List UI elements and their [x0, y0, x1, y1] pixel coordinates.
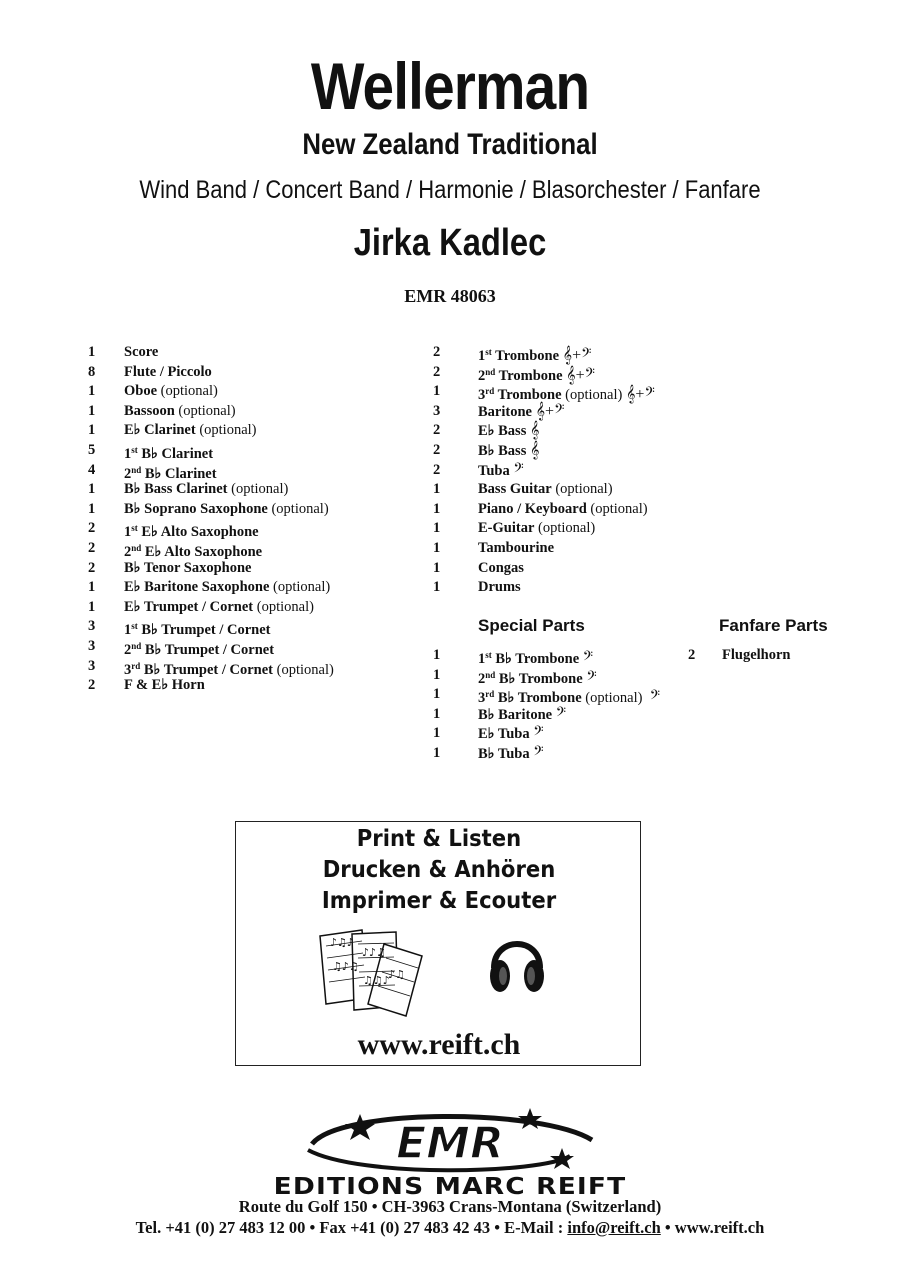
- part-quantity: 8: [88, 363, 96, 380]
- part-name: 1st E♭ Alto Saxophone: [124, 523, 259, 541]
- part-row: [433, 559, 655, 579]
- part-row: [433, 705, 660, 725]
- fanfare-parts-list: [688, 646, 790, 666]
- part-quantity: 1: [433, 666, 441, 683]
- part-row: [88, 637, 334, 657]
- part-quantity: 3: [88, 657, 96, 674]
- part-row: [433, 402, 655, 422]
- piece-title: Wellerman: [310, 49, 590, 123]
- publisher-contact: [0, 1218, 900, 1238]
- part-row: [433, 666, 660, 686]
- promo-line-german: Drucken & Anhören: [322, 857, 556, 883]
- part-row: [88, 500, 334, 520]
- part-row: [88, 343, 334, 363]
- part-quantity: 3: [88, 637, 96, 654]
- part-row: [88, 519, 334, 539]
- sheet-music-icon: [318, 928, 428, 1018]
- part-quantity: 1: [88, 383, 96, 400]
- contact-phone-fax: Tel. +41 (0) 27 483 12 00 • Fax +41 (0) 27 483 42 43 • E-Mail :: [135, 1218, 568, 1237]
- parts-list-left: [88, 343, 334, 696]
- part-row: [88, 657, 334, 677]
- svg-text:♪♫: ♪♫: [388, 968, 405, 981]
- publisher-name: EDITIONS MARC REIFT: [273, 1174, 627, 1200]
- part-quantity: 3: [88, 618, 96, 635]
- headphones-icon: [486, 928, 548, 998]
- part-row: [88, 461, 334, 481]
- part-name: B♭ Bass 𝄞: [478, 441, 540, 459]
- part-row: [433, 539, 655, 559]
- part-name: B♭ Baritone 𝄢: [478, 705, 567, 723]
- part-quantity: 4: [88, 461, 96, 478]
- part-quantity: 2: [433, 441, 441, 458]
- piece-subtitle: New Zealand Traditional: [302, 128, 598, 161]
- part-row: [88, 441, 334, 461]
- part-row: [433, 744, 660, 764]
- part-row: [433, 382, 655, 402]
- part-name: E♭ Baritone Saxophone (optional): [124, 579, 331, 596]
- part-row: [88, 617, 334, 637]
- part-name: Baritone 𝄞+𝄢: [478, 402, 565, 420]
- part-name: Drums: [478, 579, 521, 596]
- logo-lettering: EMR: [396, 1118, 504, 1169]
- fanfare-parts-heading: Fanfare Parts: [719, 616, 828, 635]
- part-name: E♭ Clarinet (optional): [124, 422, 257, 439]
- part-row: [88, 598, 334, 618]
- part-row: [433, 685, 660, 705]
- part-name: Oboe (optional): [124, 383, 218, 400]
- part-row: [88, 480, 334, 500]
- part-quantity: 2: [433, 461, 441, 478]
- part-row: [433, 363, 655, 383]
- publisher-address: Route du Golf 150 • CH-3963 Crans-Montana (Switzerland): [238, 1197, 662, 1216]
- catalog-number: EMR 48063: [404, 286, 496, 306]
- part-quantity: 1: [433, 539, 441, 556]
- part-quantity: 2: [433, 344, 441, 360]
- part-name: 1st B♭ Trombone 𝄢: [478, 650, 594, 667]
- part-name: Piano / Keyboard (optional): [478, 500, 648, 517]
- part-row: [433, 646, 660, 666]
- part-name: 2nd B♭ Trombone 𝄢: [478, 669, 597, 687]
- part-name: E♭ Tuba 𝄢: [478, 725, 544, 743]
- emr-logo: [300, 1106, 600, 1176]
- part-row: [88, 421, 334, 441]
- part-name: 1st B♭ Trumpet / Cornet: [124, 621, 271, 639]
- part-quantity: 1: [433, 686, 441, 703]
- part-name: 2nd B♭ Clarinet: [124, 464, 217, 482]
- part-quantity: 2: [88, 677, 96, 694]
- part-quantity: 1: [88, 500, 96, 517]
- part-name: 3rd Trombone (optional) 𝄞+𝄢: [478, 386, 655, 404]
- part-row: [433, 441, 655, 461]
- parts-list-right: [433, 343, 655, 598]
- part-name: B♭ Soprano Saxophone (optional): [124, 500, 329, 517]
- part-row: [688, 646, 790, 666]
- part-name: 3rd B♭ Trumpet / Cornet (optional): [124, 660, 334, 678]
- part-quantity: 2: [688, 647, 696, 663]
- part-row: [433, 421, 655, 441]
- part-quantity: 1: [88, 598, 96, 615]
- part-quantity: 1: [433, 744, 441, 761]
- part-name: Congas: [478, 559, 524, 576]
- part-name: B♭ Tenor Saxophone: [124, 559, 252, 576]
- ensemble-genre: Wind Band / Concert Band / Harmonie / Blasorchester / Fanfare: [139, 176, 761, 204]
- part-quantity: 2: [88, 539, 96, 556]
- part-quantity: 1: [433, 559, 441, 576]
- part-quantity: 2: [433, 422, 441, 439]
- part-name: 1st B♭ Clarinet: [124, 444, 214, 462]
- part-row: [433, 578, 655, 598]
- part-quantity: 1: [88, 579, 96, 596]
- part-quantity: 1: [433, 705, 441, 722]
- part-quantity: 1: [433, 383, 441, 400]
- part-name: Bass Guitar (optional): [478, 481, 613, 498]
- part-name: E-Guitar (optional): [478, 520, 596, 537]
- part-name: F & E♭ Horn: [124, 677, 205, 694]
- part-row: [433, 519, 655, 539]
- email-link[interactable]: info@reift.ch: [567, 1218, 661, 1237]
- part-row: [88, 559, 334, 579]
- part-row: [433, 724, 660, 744]
- special-parts-list: [433, 646, 660, 764]
- part-name: Bassoon (optional): [124, 402, 236, 419]
- part-quantity: 1: [433, 481, 441, 498]
- part-name: Tuba 𝄢: [478, 461, 524, 479]
- promo-line-english: Print & Listen: [356, 826, 522, 852]
- part-quantity: 1: [433, 647, 441, 663]
- part-name: Flute / Piccolo: [124, 363, 212, 380]
- part-row: [88, 402, 334, 422]
- part-quantity: 1: [88, 481, 96, 498]
- part-row: [88, 539, 334, 559]
- part-quantity: 1: [88, 344, 96, 360]
- part-quantity: 2: [88, 559, 96, 576]
- part-name: 2nd E♭ Alto Saxophone: [124, 542, 263, 560]
- part-quantity: 1: [433, 579, 441, 596]
- part-name: B♭ Tuba 𝄢: [478, 744, 544, 762]
- part-row: [88, 676, 334, 696]
- part-row: [88, 382, 334, 402]
- part-name: 3rd B♭ Trombone (optional) 𝄢: [478, 689, 661, 707]
- part-name: 1st Trombone 𝄞+𝄢: [478, 347, 592, 364]
- composer-name: Jirka Kadlec: [353, 222, 547, 264]
- part-name: E♭ Trumpet / Cornet (optional): [124, 598, 314, 615]
- part-quantity: 1: [88, 402, 96, 419]
- contact-website[interactable]: • www.reift.ch: [660, 1218, 765, 1237]
- svg-text:♪♫♪: ♪♫♪: [330, 936, 354, 949]
- part-row: [433, 480, 655, 500]
- part-row: [88, 578, 334, 598]
- part-name: B♭ Bass Clarinet (optional): [124, 481, 289, 498]
- part-quantity: 1: [433, 500, 441, 517]
- part-name: 2nd B♭ Trumpet / Cornet: [124, 640, 275, 658]
- part-quantity: 2: [88, 520, 96, 537]
- part-name: Tambourine: [478, 539, 555, 556]
- part-name: E♭ Bass 𝄞: [478, 422, 540, 440]
- part-row: [433, 343, 655, 363]
- svg-text:♫♫♪: ♫♫♪: [363, 974, 390, 987]
- svg-text:♪♪♫: ♪♪♫: [362, 946, 386, 959]
- part-row: [433, 461, 655, 481]
- part-row: [433, 500, 655, 520]
- part-quantity: 1: [433, 725, 441, 742]
- part-row: [88, 363, 334, 383]
- special-parts-heading: Special Parts: [478, 616, 585, 635]
- promo-website-link[interactable]: www.reift.ch: [357, 1028, 521, 1061]
- promo-line-french: Imprimer & Ecouter: [321, 888, 557, 914]
- part-name: Flugelhorn: [722, 647, 791, 663]
- part-quantity: 1: [88, 422, 96, 439]
- svg-text:♫♪♫: ♫♪♫: [332, 960, 359, 973]
- part-name: Score: [124, 344, 159, 360]
- part-quantity: 2: [433, 363, 441, 380]
- part-quantity: 5: [88, 441, 96, 458]
- part-quantity: 1: [433, 520, 441, 537]
- part-name: 2nd Trombone 𝄞+𝄢: [478, 366, 595, 384]
- part-quantity: 3: [433, 402, 441, 419]
- print-and-listen-box: [235, 821, 641, 1066]
